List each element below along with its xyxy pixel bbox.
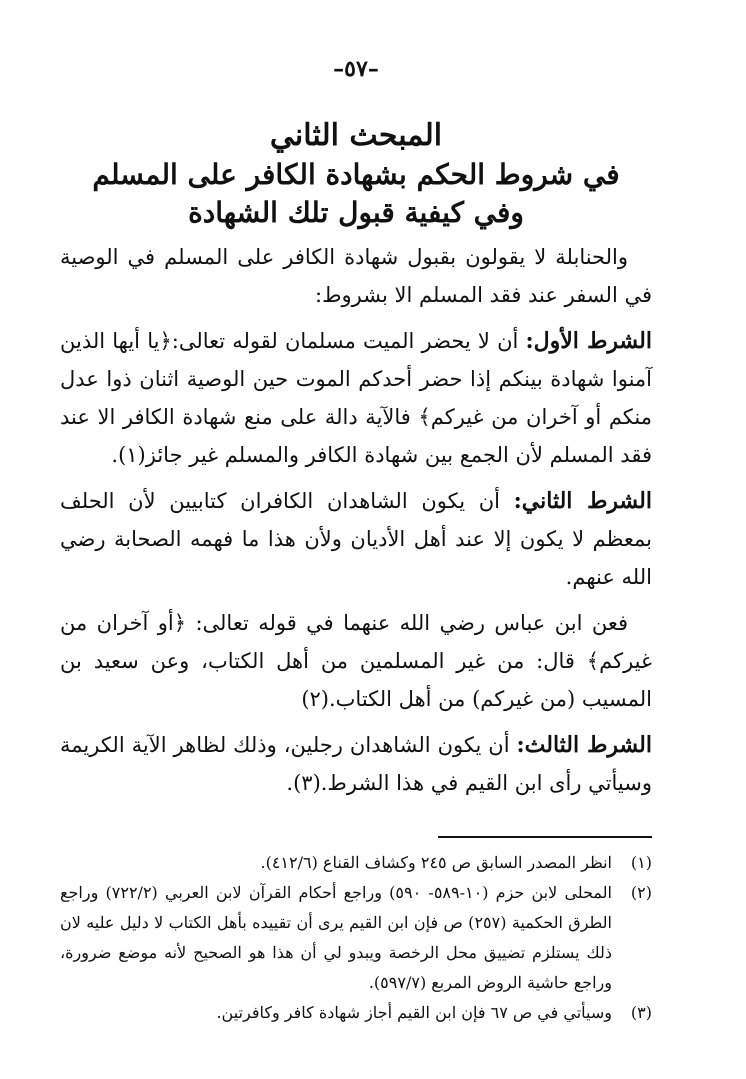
condition-2-label: الشرط الثاني:: [513, 488, 652, 514]
footnote-separator: [438, 836, 652, 838]
footnote-text: المحلى لابن حزم (١٠-٥٨٩- ٥٩٠) وراجع أحكام القرآن لابن العربي (٧٢٢/٢) وراجع الطرق الحكمية (٢٥٧) ص فإن ابن القيم يرى أن تقييده بأهل الكتاب لا دليل عليه لان ذلك يستلزم تضييق محل الرخصة ويبدو لي أن هذا هو الصحيح لأنه موضع ضرورة، وراجع حاشية الروض المربع (٥٩٧/٧).: [60, 883, 613, 992]
footnote-number: (٢): [630, 883, 652, 902]
condition-3-text: أن يكون الشاهدان رجلين، وذلك لظاهر الآية الكريمة وسيأتي رأى ابن القيم في هذا الشرط.(٣).: [60, 733, 652, 795]
ibn-abbas-paragraph: فعن ابن عباس رضي الله عنهما في قوله تعالى: ﴿أو آخران من غيركم﴾ قال: من غير المسلمين من أهل الكتاب، وعن سعيد بن المسيب (من غيركم) من أهل الكتاب.(٢): [60, 611, 652, 711]
intro-paragraph: والحنابلة لا يقولون بقبول شهادة الكافر على المسلم في الوصية في السفر عند فقد المسلم الا بشروط:: [60, 245, 652, 307]
section-heading: المبحث الثاني: [269, 118, 443, 153]
footnote-2: [60, 878, 652, 998]
footnote-1: [60, 848, 652, 878]
condition-1-text: أن لا يحضر الميت مسلمان لقوله تعالى:﴿يا أيها الذين آمنوا شهادة بينكم إذا حضر أحدكم الموت حين الوصية اثنان ذوا عدل منكم أو آخران من غيركم﴾ فالآية دالة على منع شهادة الكافر الا عند فقد المسلم لأن الجمع بين شهادة الكافر والمسلم غير جائز(١).: [60, 329, 652, 467]
page-number: –٥٧–: [333, 56, 379, 82]
condition-1-label: الشرط الأول:: [525, 328, 652, 354]
footnote-number: (١): [630, 853, 652, 872]
section-subheading: في شروط الحكم بشهادة الكافر على المسلم: [92, 158, 620, 191]
condition-3-label: الشرط الثالث:: [516, 732, 653, 758]
condition-1-paragraph: [60, 322, 652, 474]
footnote-text: وسيأتي في ص ٦٧ فإن ابن القيم أجاز شهادة كافر وكافرتين.: [216, 1003, 612, 1022]
footnote-number: (٣): [630, 1003, 652, 1022]
footnote-3: [60, 998, 652, 1028]
condition-2-text: أن يكون الشاهدان الكافران كتابيين لأن الحلف بمعظم لا يكون إلا عند أهل الأديان ولأن هذا ما فهمه الصحابة رضي الله عنهم.: [60, 489, 652, 589]
footnote-text: انظر المصدر السابق ص ٢٤٥ وكشاف القناع (٤١٢/٦).: [260, 853, 612, 872]
condition-2-paragraph: [60, 482, 652, 596]
condition-3-paragraph: [60, 726, 652, 802]
section-subheading-2: وفي كيفية قبول تلك الشهادة: [188, 196, 524, 229]
